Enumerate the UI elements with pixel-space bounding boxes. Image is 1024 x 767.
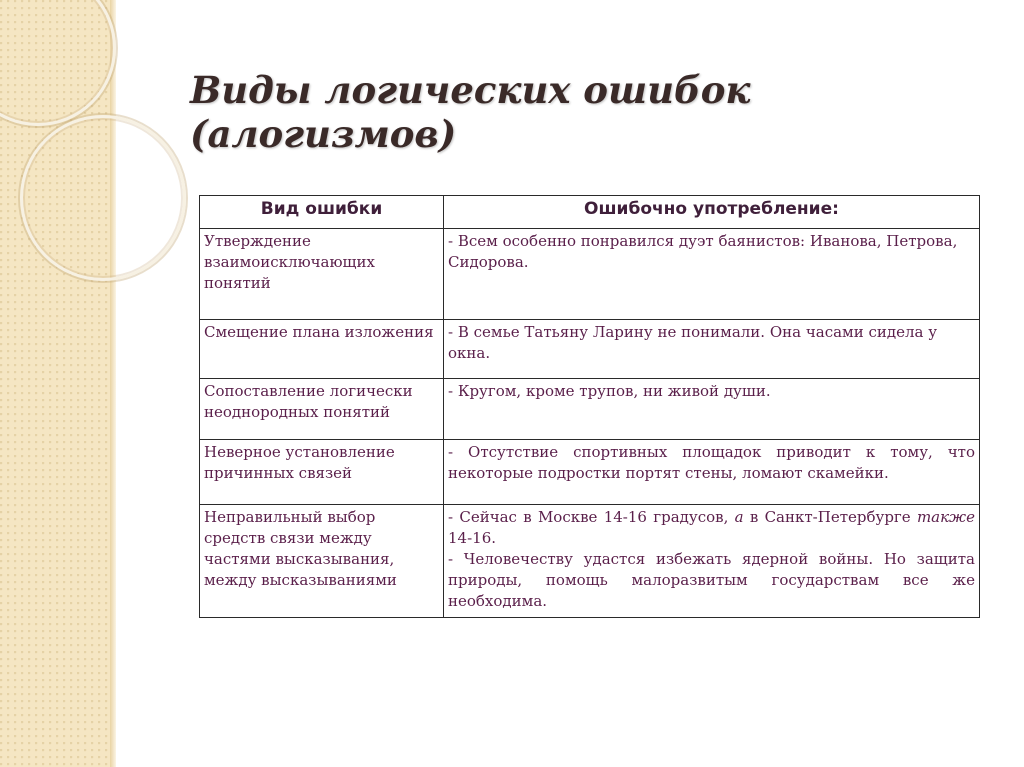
example-a-conjunction: а xyxy=(734,508,744,526)
table-row xyxy=(200,440,980,505)
example-cell: - Отсутствие спортивных площадок приводит к тому, что некоторые подростки портят стены, ломают скамейки. xyxy=(444,440,980,505)
table-header-row xyxy=(200,196,980,229)
header-error-type: Вид ошибки xyxy=(200,196,444,229)
example-line-b: - Человечеству удастся избежать ядерной войны. Но защита природы, помощь малоразвитым государствам все же необходима. xyxy=(448,550,975,610)
error-type-cell: Неверное установление причинных связей xyxy=(200,440,444,505)
error-type-cell: Утверждение взаимоисключающих понятий xyxy=(200,229,444,320)
example-cell: - Кругом, кроме трупов, ни живой души. xyxy=(444,379,980,440)
error-type-cell: Сопоставление логически неоднородных понятий xyxy=(200,379,444,440)
example-cell xyxy=(444,505,980,618)
example-a-italic: также xyxy=(916,508,975,526)
example-a-mid: в Санкт-Петербурге xyxy=(743,508,917,526)
example-a-end: 14-16. xyxy=(448,529,497,547)
table-row xyxy=(200,229,980,320)
page-title xyxy=(190,68,750,156)
logical-errors-table xyxy=(199,195,980,618)
header-erroneous-usage: Ошибочно употребление: xyxy=(444,196,980,229)
example-cell: - В семье Татьяну Ларину не понимали. Она часами сидела у окна. xyxy=(444,320,980,379)
table-row xyxy=(200,320,980,379)
example-a-start: - Сейчас в Москве 14-16 градусов, xyxy=(448,508,735,526)
example-line-a xyxy=(448,507,975,549)
error-type-cell: Смещение плана изложения xyxy=(200,320,444,379)
error-type-cell: Неправильный выбор средств связи между частями высказывания, между высказываниями xyxy=(200,505,444,618)
title-line-1: Виды логических ошибок xyxy=(190,68,751,112)
example-cell: - Всем особенно понравился дуэт баянистов: Иванова, Петрова, Сидорова. xyxy=(444,229,980,320)
table-row xyxy=(200,505,980,618)
title-line-2: (алогизмов) xyxy=(190,112,457,156)
decorative-ring-bottom xyxy=(20,115,186,281)
table-row xyxy=(200,379,980,440)
